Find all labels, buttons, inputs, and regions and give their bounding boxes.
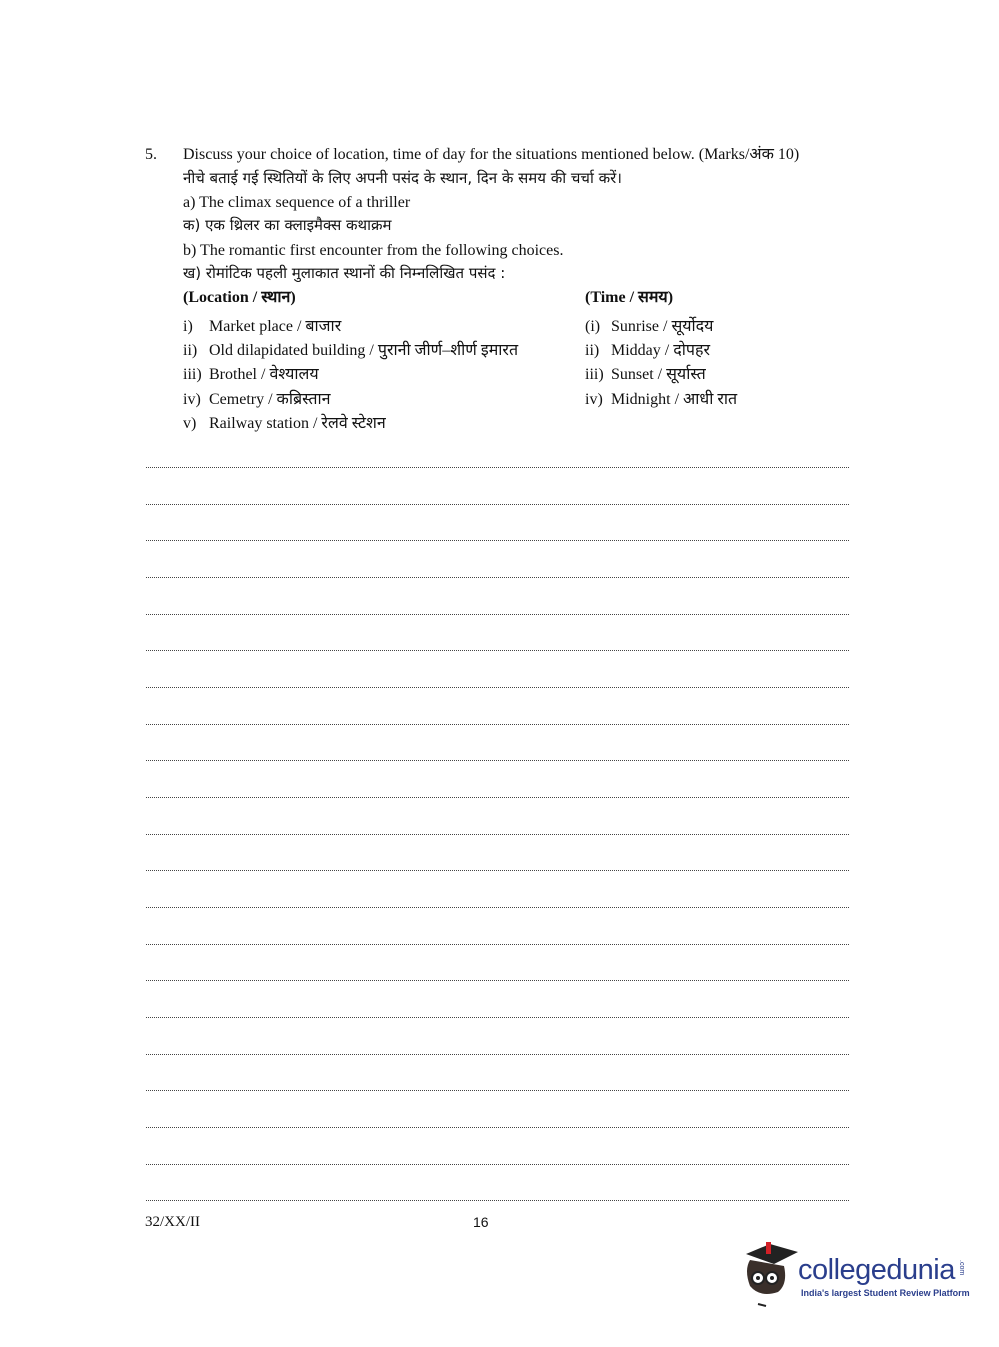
location-item: i) Market place / बाजार [183,318,342,335]
time-item: iii) Sunset / सूर्यास्त [585,366,706,383]
mascot-icon [740,1240,800,1310]
part-b-en: b) The romantic first encounter from the following choices. [183,242,564,259]
answer-line[interactable] [146,1164,849,1165]
time-item: ii) Midday / दोपहर [585,342,710,359]
time-heading: (Time / समय) [585,289,674,306]
answer-line[interactable] [146,650,849,651]
part-a-hi: क) एक थ्रिलर का क्लाइमैक्स कथाक्रम [183,216,392,234]
answer-line[interactable] [146,540,849,541]
location-item: iii) Brothel / वेश्यालय [183,366,319,383]
answer-line[interactable] [146,907,849,908]
answer-line[interactable] [146,870,849,871]
answer-line[interactable] [146,980,849,981]
answer-line[interactable] [146,1090,849,1091]
logo-suffix: .com [958,1260,965,1276]
location-item: iv) Cemetry / कब्रिस्तान [183,391,331,408]
time-item: (i) Sunrise / सूर्योदय [585,318,714,335]
answer-line[interactable] [146,834,849,835]
page-number: 16 [473,1214,489,1230]
answer-line[interactable] [146,1054,849,1055]
answer-line[interactable] [146,944,849,945]
answer-line[interactable] [146,1017,849,1018]
answer-line[interactable] [146,614,849,615]
location-item: v) Railway station / रेलवे स्टेशन [183,415,386,432]
answer-line[interactable] [146,797,849,798]
answer-line[interactable] [146,577,849,578]
location-item: ii) Old dilapidated building / पुरानी जीर्ण–शीर्ण इमारत [183,342,519,359]
question-stem-en: Discuss your choice of location, time of day for the situations mentioned below. (Marks/अंक 10) [183,146,800,163]
question-number: 5. [145,146,157,163]
answer-line[interactable] [146,1127,849,1128]
answer-line[interactable] [146,687,849,688]
logo-tagline: India's largest Student Review Platform [801,1288,970,1298]
part-b-hi: ख) रोमांटिक पहली मुलाकात स्थानों की निम्नलिखित पसंद : [183,264,506,282]
answer-line[interactable] [146,1200,849,1201]
question-stem-hi: नीचे बताई गई स्थितियों के लिए अपनी पसंद के स्थान, दिन के समय की चर्चा करें। [183,169,622,187]
answer-line[interactable] [146,760,849,761]
answer-line[interactable] [146,724,849,725]
logo-name: collegedunia [798,1254,955,1286]
answer-line[interactable] [146,504,849,505]
answer-line[interactable] [146,467,849,468]
location-heading: (Location / स्थान) [183,289,296,306]
time-item: iv) Midnight / आधी रात [585,391,738,408]
part-a-en: a) The climax sequence of a thriller [183,194,411,211]
collegedunia-logo[interactable] [740,1240,970,1310]
paper-code: 32/XX/II [145,1214,200,1230]
